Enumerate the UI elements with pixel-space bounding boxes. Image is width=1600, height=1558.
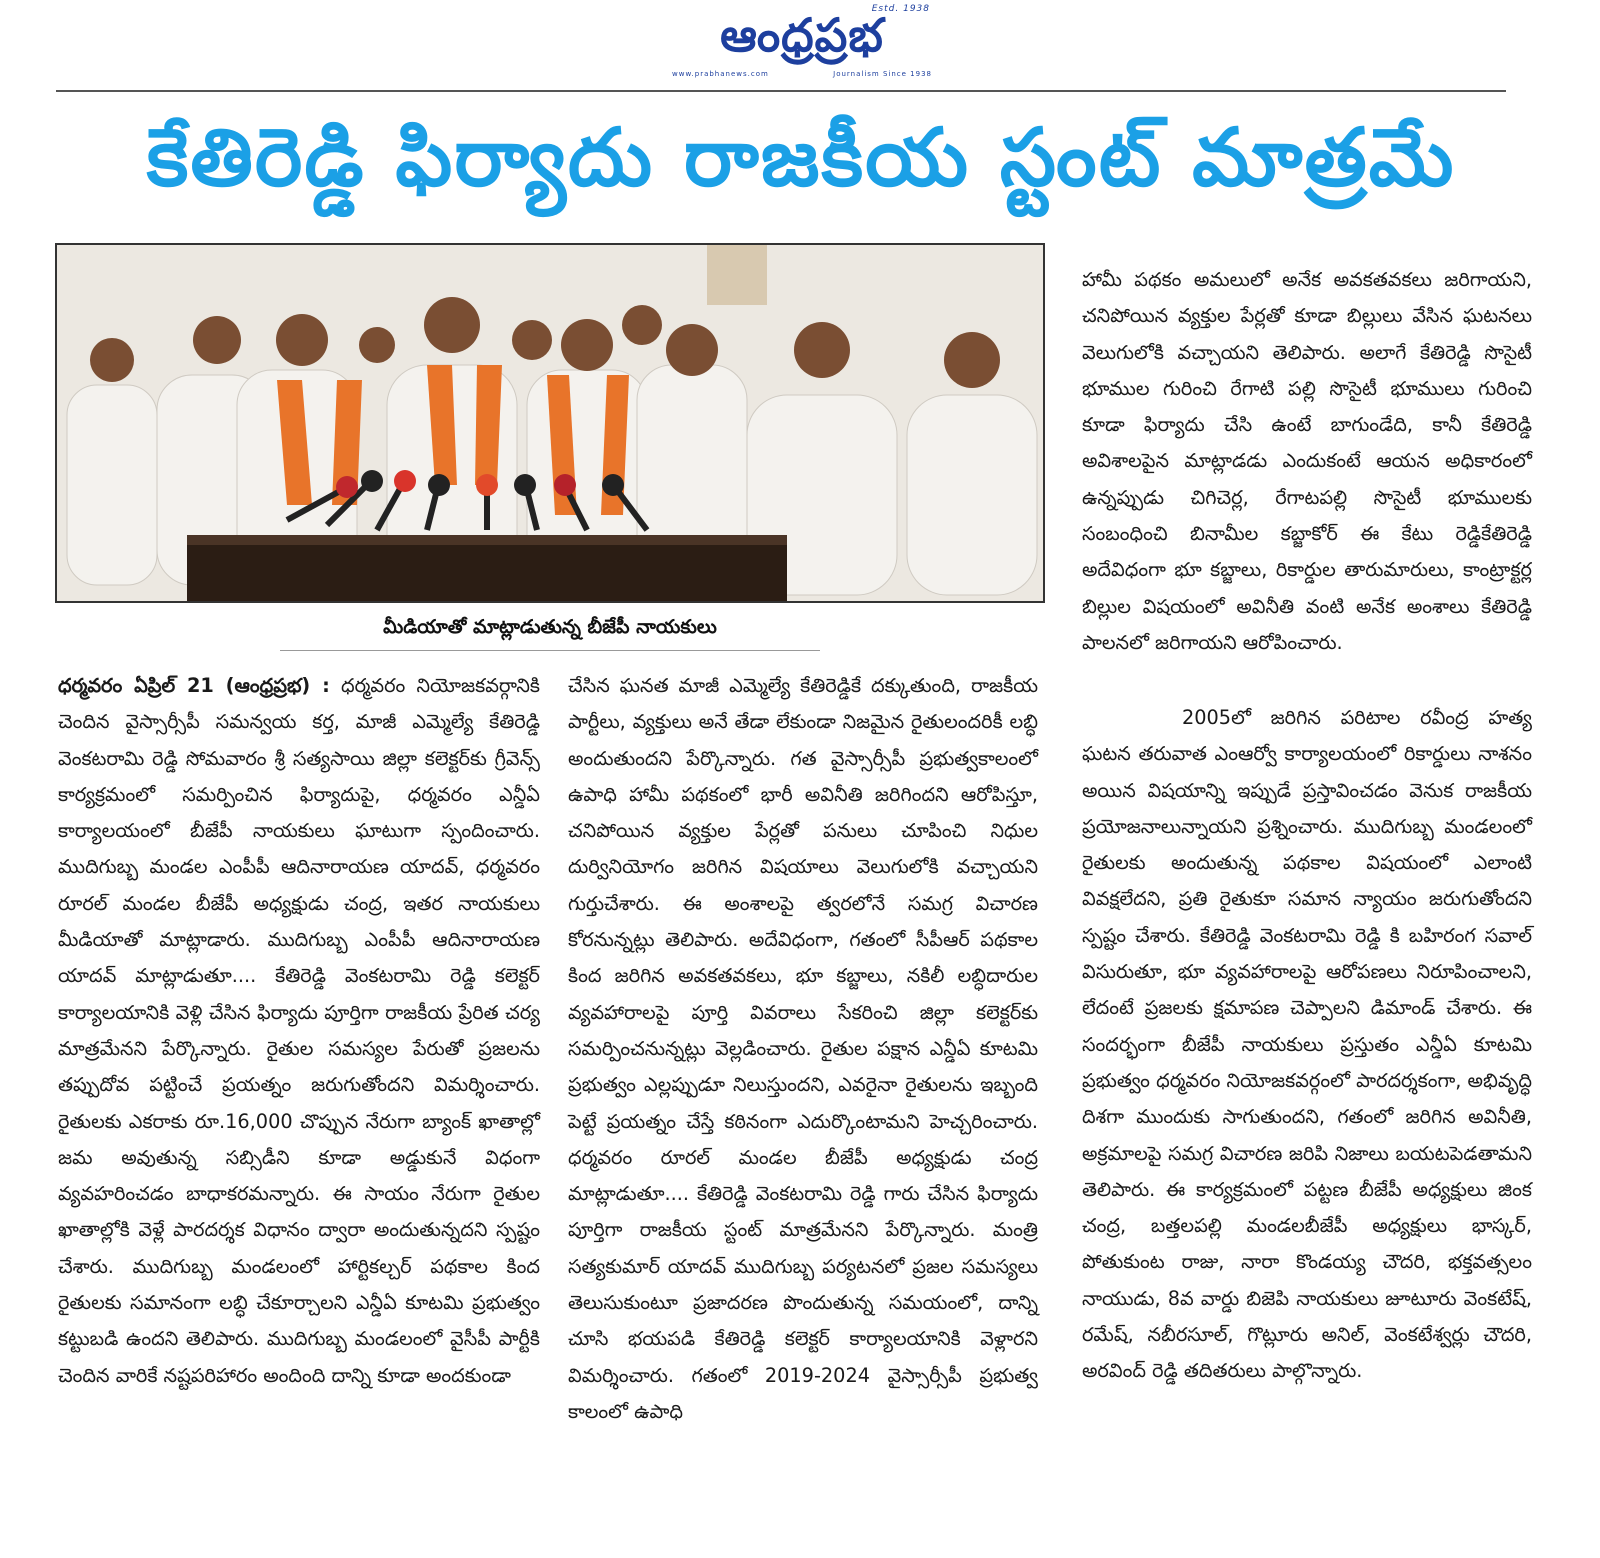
column-2-text: చేసిన ఘనత మాజీ ఎమ్మెల్యే కేతిరెడ్డికే దక్కుతుంది, రాజకీయ పార్టీలు, వ్యక్తులు అనే తేడా లేకుండా నిజమైన రైతులందరికీ లబ్ధి అందుతుందని పేర్కొన్నారు. గత వైస్సార్సీపీ ప్రభుత్వకాలంలో ఉపాధి హామీ పథకంలో భారీ అవినీతి జరిగిందని ఆరోపిస్తూ, చనిపోయిన వ్యక్తుల పేర్లతో పనులు చూపించి నిధుల దుర్వినియోగం జరిగిన విషయాలు వెలుగులోకి వచ్చాయని గుర్తుచేశారు. ఈ అంశాలపై త్వరలోనే సమగ్ర విచారణ కోరనున్నట్లు తెలిపారు. అదేవిధంగా, గతంలో సీపీఆర్ పథకాల కింద జరిగిన అవకతవకలు, భూ కబ్జాలు, నకిలీ లబ్ధిదారుల వ్యవహారాలపై పూర్తి వివరాలు సేకరించి జిల్లా కలెక్టర్‌కు సమర్పించనున్నట్లు వెల్లడించారు. రైతుల పక్షాన ఎన్డీఏ కూటమి ప్రభుత్వం ఎల్లప్పుడూ నిలుస్తుందని, ఎవరైనా రైతులను ఇబ్బంది పెట్టే ప్రయత్నం చేస్తే కఠినంగా ఎదుర్కొంటామని హెచ్చరించారు. ధర్మవరం రూరల్ మండల బీజేపీ అధ్యక్షుడు చంద్ర మాట్లాడుతూ.... కేతిరెడ్డి వెంకటరామి రెడ్డి గారు చేసిన ఫిర్యాదు పూర్తిగా రాజకీయ స్టంట్ మాత్రమేనని పేర్కొన్నారు. మంత్రి సత్యకుమార్ యాదవ్ ముదిగుబ్బ పర్యటనలో ప్రజల సమస్యలు తెలుసుకుంటూ ప్రజాదరణ పొందుతున్న సమయంలో, దాన్ని చూసి భయపడి కేతిరెడ్డి కలెక్టర్ కార్యాలయానికి వెళ్లారని విమర్శించారు. గతంలో 2019-2024 వైస్సార్సీపీ ప్రభుత్వ కాలంలో ఉపాధి <box>568 674 1038 1423</box>
article-dateline: ధర్మవరం ఏప్రిల్ 21 (ఆంధ్రప్రభ) : <box>58 674 330 697</box>
article-headline: కేతిరెడ్డి ఫిర్యాదు రాజకీయ స్టంట్ మాత్రమే <box>146 110 1456 204</box>
masthead-divider <box>56 90 1506 92</box>
article-column-1 <box>58 668 540 1394</box>
newspaper-logo <box>672 6 932 76</box>
column-1-text: ధర్మవరం నియోజకవర్గానికి చెందిన వైస్సార్సీపీ సమన్వయ కర్త, మాజీ ఎమ్మెల్యే కేతిరెడ్డి వెంకటరామి రెడ్డి సోమవారం శ్రీ సత్యసాయి జిల్లా కలెక్టర్‌కు గ్రీవెన్స్ కార్యక్రమంలో సమర్పించిన ఫిర్యాదుపై, ధర్మవరం ఎన్డీఏ కార్యాలయంలో బీజేపీ నాయకులు ఘాటుగా స్పందించారు. ముదిగుబ్బ మండల ఎంపీపీ ఆదినారాయణ యాదవ్, ధర్మవరం రూరల్ మండల బీజేపీ అధ్యక్షుడు చంద్ర, ఇతర నాయకులు మీడియాతో మాట్లాడారు. ముదిగుబ్బ ఎంపీపీ ఆదినారాయణ యాదవ్ మాట్లాడుతూ.... కేతిరెడ్డి వెంకటరామి రెడ్డి కలెక్టర్ కార్యాలయానికి వెళ్లి చేసిన ఫిర్యాదు పూర్తిగా రాజకీయ ప్రేరిత చర్య మాత్రమేనని పేర్కొన్నారు. రైతుల సమస్యల పేరుతో ప్రజలను తప్పుదోవ పట్టించే ప్రయత్నం జరుగుతోందని విమర్శించారు. రైతులకు ఎకరాకు రూ.16,000 చొప్పున నేరుగా బ్యాంక్ ఖాతాల్లో జమ అవుతున్న సబ్సిడీని కూడా అడ్డుకునే విధంగా వ్యవహరించడం బాధాకరమన్నారు. ఈ సాయం నేరుగా రైతుల ఖాతాల్లోకి వెళ్లే పారదర్శక విధానం ద్వారా అందుతున్నదని స్పష్టం చేశారు. ముదిగుబ్బ మండలంలో హార్టికల్చర్ పథకాల కింద రైతులకు సమానంగా లబ్ధి చేకూర్చాలని ఎన్డీఏ కూటమి ప్రభుత్వం కట్టుబడి ఉందని తెలిపారు. ముదిగుబ్బ మండలంలో వైసీపీ పార్టీకి చెందిన వారికే నష్టపరిహారం అందింది దాన్ని కూడా అందకుండా <box>58 674 540 1387</box>
photo-caption: మీడియాతో మాట్లాడుతున్న బీజేపీ నాయకులు <box>280 616 820 651</box>
logo-site-left: www.prabhanews.com <box>672 70 769 78</box>
article-column-3-bottom <box>1082 700 1532 1390</box>
logo-established: Estd. 1938 <box>871 4 930 14</box>
logo-site-right: Journalism Since 1938 <box>833 70 932 78</box>
column-3-bottom-text: 2005లో జరిగిన పరిటాల రవీంద్ర హత్య ఘటన తరువాత ఎంఆర్వో కార్యాలయంలో రికార్డులు నాశనం అయిన విషయాన్ని ఇప్పుడే ప్రస్తావించడం వెనుక రాజకీయ ప్రయోజనాలున్నాయని ప్రశ్నించారు. ముదిగుబ్బ మండలంలో రైతులకు అందుతున్న పథకాల విషయంలో ఎలాంటి వివక్షలేదని, ప్రతి రైతుకూ సమాన న్యాయం జరుగుతోందని స్పష్టం చేశారు. కేతిరెడ్డి వెంకటరామి రెడ్డి కి బహిరంగ సవాల్ విసురుతూ, భూ వ్యవహారాలపై ఆరోపణలు నిరూపించాలని, లేదంటే ప్రజలకు క్షమాపణ చెప్పాలని డిమాండ్ చేశారు. ఈ సందర్భంగా బీజేపీ నాయకులు ప్రస్తుతం ఎన్డీఏ కూటమి ప్రభుత్వం ధర్మవరం నియోజకవర్గంలో పారదర్శకంగా, అభివృద్ధి దిశగా ముందుకు సాగుతుందని, గతంలో జరిగిన అవినీతి, అక్రమాలపై సమగ్ర విచారణ జరిపి నిజాలు బయటపెడతామని తెలిపారు. ఈ కార్యక్రమంలో పట్టణ బీజేపీ అధ్యక్షులు జింక చంద్ర, బత్తలపల్లి మండలబీజేపీ అధ్యక్షులు భాస్కర్, పోతుకుంట రాజు, నారా కొండయ్య చౌదరి, భక్తవత్సలం నాయుడు, 8వ వార్డు బిజెపి నాయకులు జూటూరు వెంకటేష్, రమేష్, నబీరసూల్, గొట్లూరు అనిల్, వెంకటేశ్వర్లు చౌదరి, అరవింద్ రెడ్డి తదితరులు పాల్గొన్నారు. <box>1082 706 1532 1383</box>
column-3-top-text: హామీ పథకం అమలులో అనేక అవకతవకలు జరిగాయని, చనిపోయిన వ్యక్తుల పేర్లతో కూడా బిల్లులు వేసిన ఘటనలు వెలుగులోకి వచ్చాయని తెలిపారు. అలాగే కేతిరెడ్డి సొసైటీ భూముల గురించి రేగాటి పల్లి సొసైటీ భూములు గురించి కూడా ఫిర్యాదు చేసి ఉంటే బాగుండేది, కానీ కేతిరెడ్డి అవిశాలపైన మాట్లాడడు ఎందుకంటే ఆయన అధికారంలో ఉన్నప్పుడు చిగిచెర్ల, రేగాటపల్లి సొసైటీ భూములకు సంబంధించి బినామీల కబ్జాకోర్ ఈ కేటు రెడ్డికేతిరెడ్డి అదేవిధంగా భూ కబ్జాలు, రికార్డుల తారుమారులు, కాంట్రాక్టర్ల బిల్లుల విషయంలో అవినీతి వంటి అనేక అంశాలు కేతిరెడ్డి పాలనలో జరిగాయని ఆరోపించారు. <box>1082 268 1532 654</box>
article-column-3-top <box>1082 262 1532 661</box>
masthead <box>0 0 1600 92</box>
article-column-2 <box>568 668 1038 1430</box>
press-conference-photo <box>55 243 1045 603</box>
wall-calendar-icon <box>707 245 767 305</box>
logo-text: ఆంధ్రప్రభ <box>720 8 884 62</box>
